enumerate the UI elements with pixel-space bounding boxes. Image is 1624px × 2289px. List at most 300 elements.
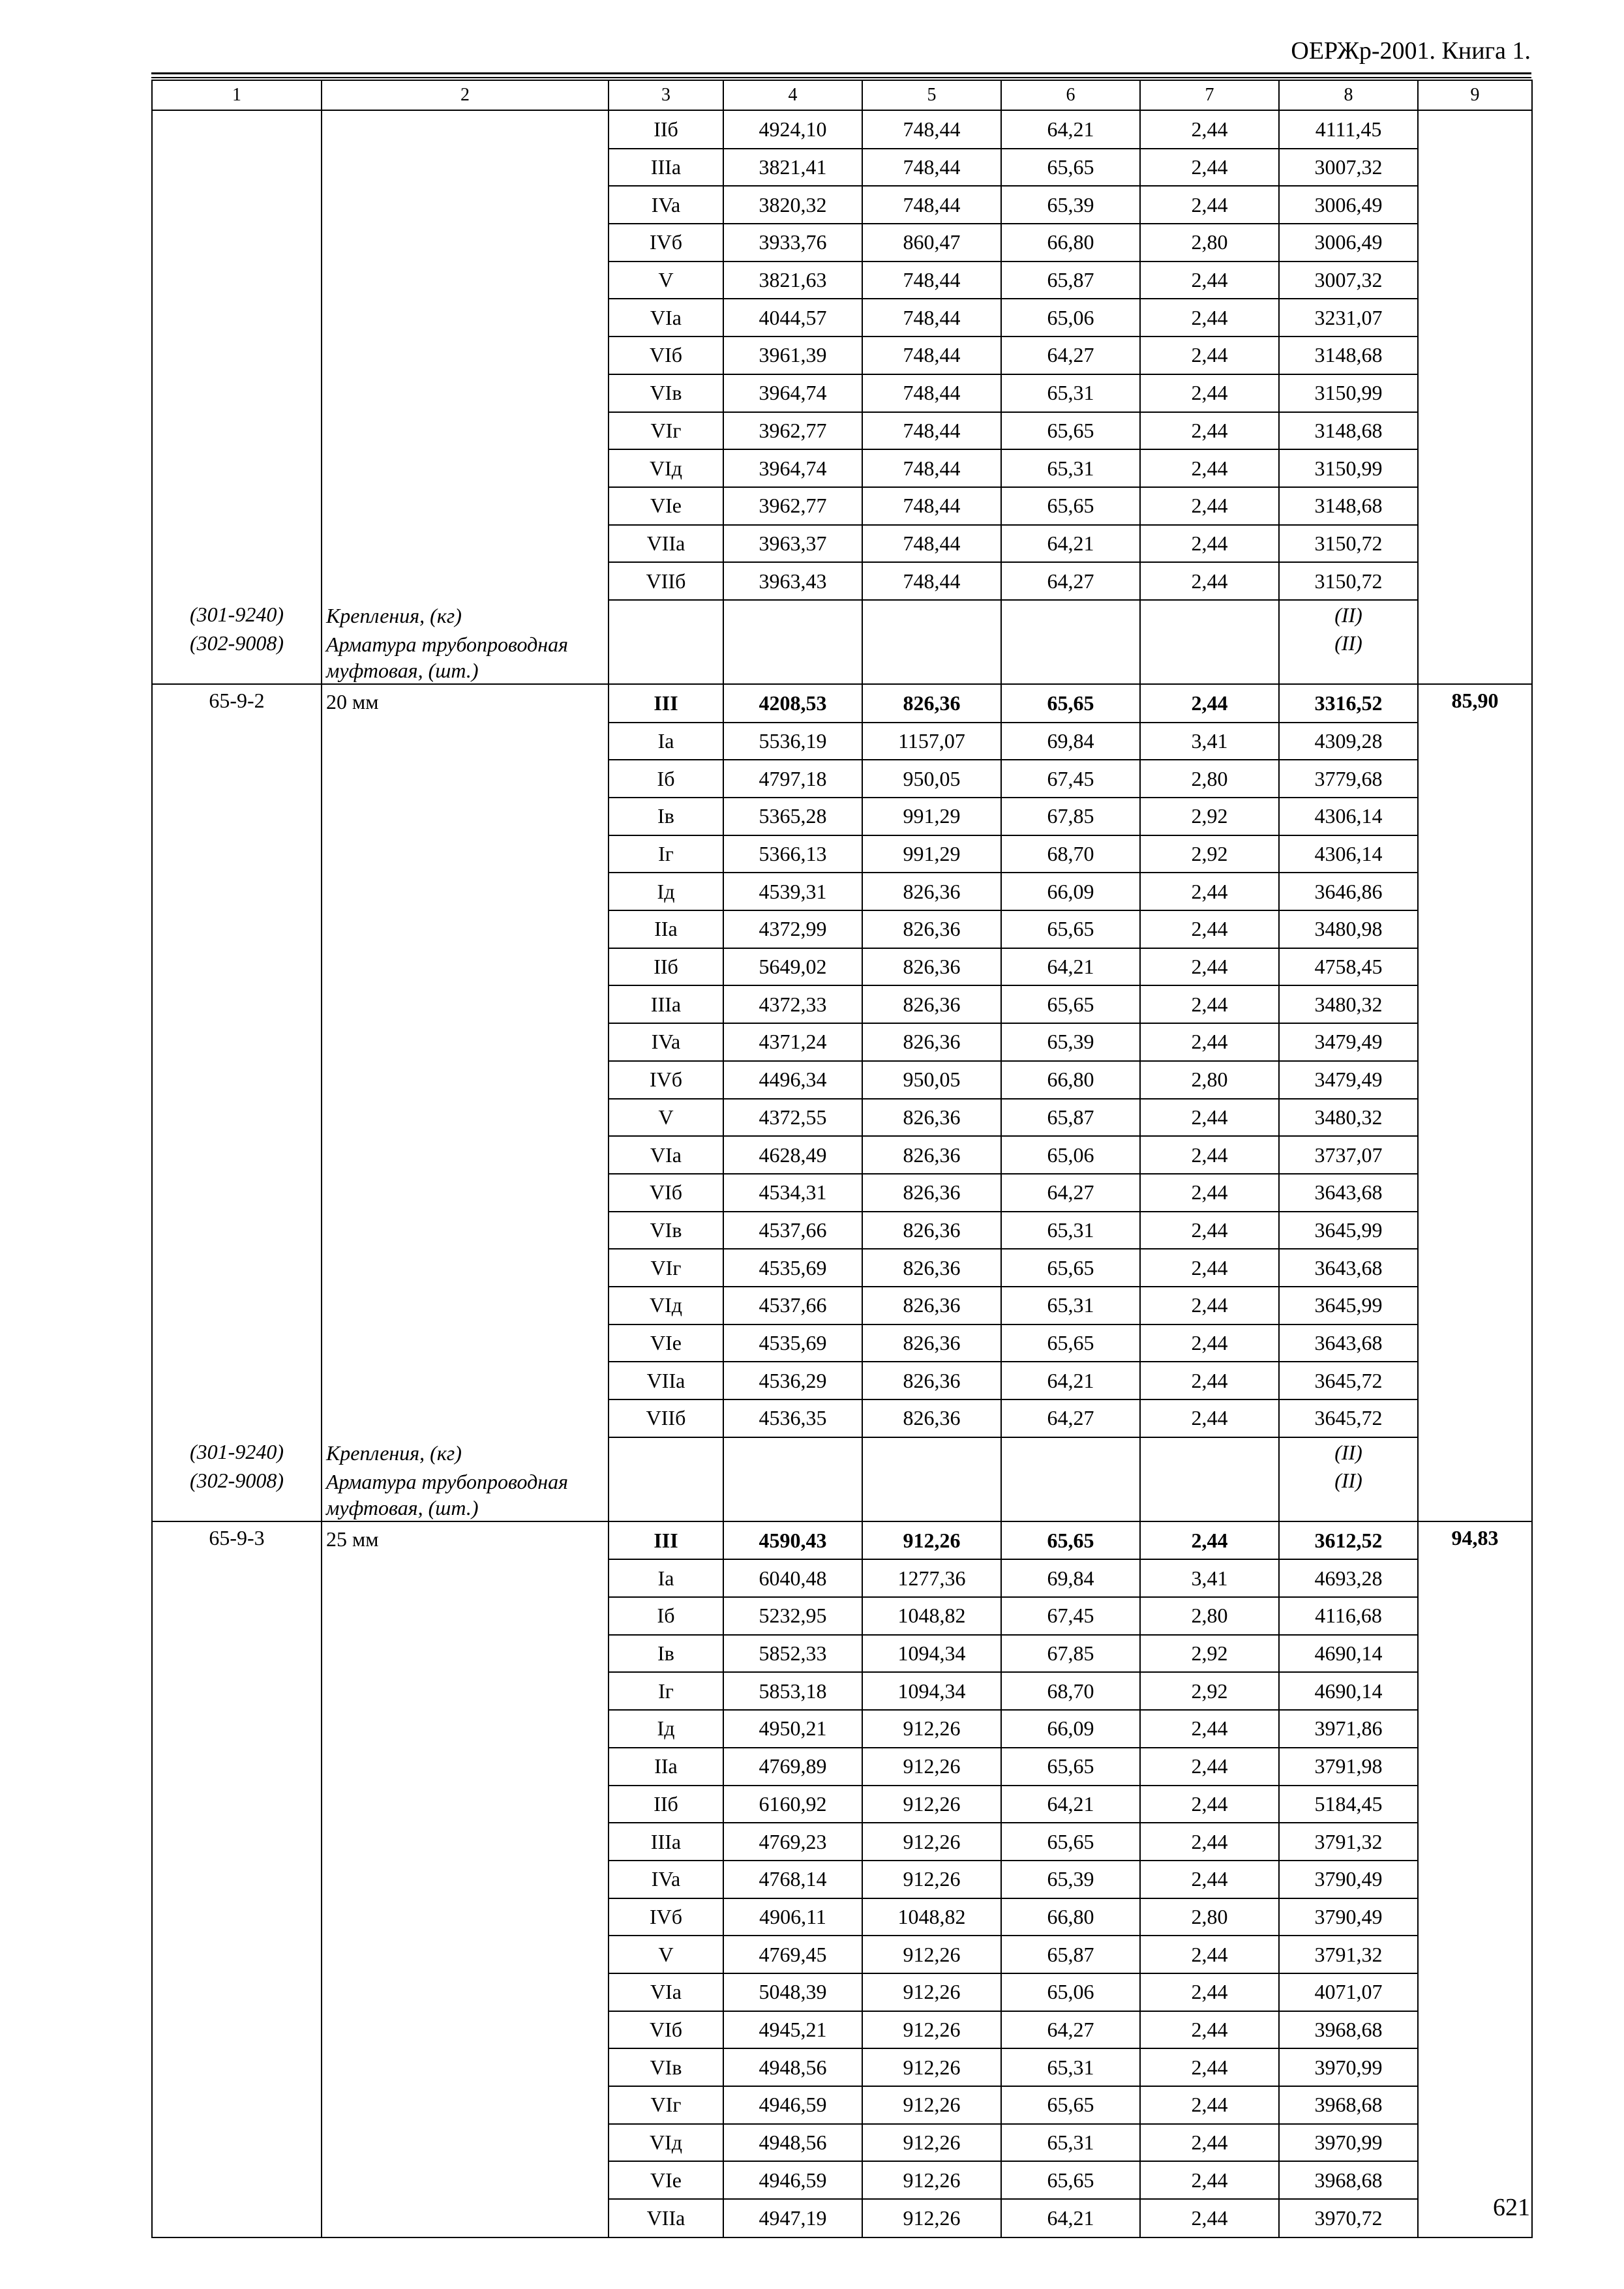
- empty-cell: [609, 1466, 723, 1521]
- value-cell: IIIa: [609, 149, 723, 187]
- value-cell: VIг: [609, 2086, 723, 2124]
- value-cell: 4537,66: [723, 1212, 862, 1249]
- name-cell: [322, 1973, 609, 2011]
- value-cell: 826,36: [862, 948, 1001, 986]
- value-cell: IIIa: [609, 1823, 723, 1861]
- resource-note-row: [152, 1437, 1532, 1466]
- value-cell: 67,45: [1001, 1597, 1140, 1635]
- value-cell: 748,44: [862, 449, 1001, 487]
- value-cell: III: [609, 684, 723, 723]
- empty-cell: [1418, 600, 1532, 629]
- rates-table: [151, 80, 1533, 2238]
- resource-mark: (II): [1279, 600, 1418, 629]
- value-cell: 2,44: [1140, 1861, 1279, 1898]
- name-cell: [322, 2086, 609, 2124]
- total-cell: [1418, 1861, 1532, 1898]
- total-cell: [1418, 1023, 1532, 1061]
- value-cell: 826,36: [862, 1212, 1001, 1249]
- empty-cell: [1001, 629, 1140, 684]
- name-cell: [322, 1710, 609, 1748]
- empty-cell: [862, 629, 1001, 684]
- table-row: [152, 1559, 1532, 1597]
- name-cell: [322, 525, 609, 563]
- total-cell: [1418, 760, 1532, 798]
- value-cell: 2,44: [1140, 1362, 1279, 1399]
- value-cell: 65,87: [1001, 1936, 1140, 1973]
- value-cell: 3150,99: [1279, 449, 1418, 487]
- table-row: [152, 1823, 1532, 1861]
- table-row: [152, 1672, 1532, 1710]
- value-cell: 1157,07: [862, 723, 1001, 760]
- value-cell: 3645,72: [1279, 1362, 1418, 1399]
- value-cell: 860,47: [862, 224, 1001, 262]
- value-cell: 826,36: [862, 684, 1001, 723]
- empty-cell: [609, 600, 723, 629]
- total-cell: [1418, 2124, 1532, 2162]
- name-cell: [322, 1324, 609, 1362]
- name-cell: [322, 2048, 609, 2086]
- value-cell: 4690,14: [1279, 1672, 1418, 1710]
- value-cell: 5365,28: [723, 798, 862, 835]
- empty-cell: [723, 600, 862, 629]
- name-cell: [322, 1786, 609, 1823]
- empty-cell: [723, 1466, 862, 1521]
- code-cell: [152, 985, 322, 1023]
- column-header: 9: [1418, 80, 1532, 110]
- value-cell: Iд: [609, 873, 723, 910]
- value-cell: 3479,49: [1279, 1061, 1418, 1099]
- value-cell: 69,84: [1001, 1559, 1140, 1597]
- value-cell: 4590,43: [723, 1521, 862, 1560]
- code-cell: [152, 449, 322, 487]
- value-cell: 2,92: [1140, 798, 1279, 835]
- value-cell: 64,27: [1001, 562, 1140, 600]
- resource-mark: (II): [1279, 1437, 1418, 1466]
- value-cell: 912,26: [862, 1710, 1001, 1748]
- table-row: [152, 985, 1532, 1023]
- value-cell: 3970,72: [1279, 2199, 1418, 2237]
- value-cell: 2,44: [1140, 1973, 1279, 2011]
- resource-note-row: [152, 629, 1532, 684]
- resource-mark: (II): [1279, 1466, 1418, 1521]
- empty-cell: [1001, 1437, 1140, 1466]
- value-cell: 65,65: [1001, 1521, 1140, 1560]
- table-row: [152, 562, 1532, 600]
- value-cell: 67,85: [1001, 1635, 1140, 1673]
- value-cell: 66,80: [1001, 1061, 1140, 1099]
- table-row: [152, 798, 1532, 835]
- empty-cell: [1140, 1466, 1279, 1521]
- table-row: [152, 873, 1532, 910]
- value-cell: 950,05: [862, 760, 1001, 798]
- value-cell: IIб: [609, 948, 723, 986]
- total-cell: [1418, 1212, 1532, 1249]
- value-cell: 65,65: [1001, 2086, 1140, 2124]
- code-cell: [152, 1823, 322, 1861]
- name-cell: 25 мм: [322, 1521, 609, 1560]
- value-cell: 912,26: [862, 2161, 1001, 2199]
- value-cell: 748,44: [862, 374, 1001, 412]
- value-cell: 69,84: [1001, 723, 1140, 760]
- code-cell: [152, 1786, 322, 1823]
- table-row: [152, 2161, 1532, 2199]
- table-row: [152, 1061, 1532, 1099]
- total-cell: [1418, 1099, 1532, 1137]
- value-cell: 1277,36: [862, 1559, 1001, 1597]
- value-cell: Iв: [609, 798, 723, 835]
- value-cell: 3007,32: [1279, 149, 1418, 187]
- value-cell: 5649,02: [723, 948, 862, 986]
- code-cell: [152, 2048, 322, 2086]
- empty-cell: [1418, 1437, 1532, 1466]
- value-cell: 5536,19: [723, 723, 862, 760]
- total-cell: [1418, 1287, 1532, 1324]
- value-cell: 2,44: [1140, 1823, 1279, 1861]
- value-cell: 5366,13: [723, 835, 862, 873]
- table-row: [152, 1287, 1532, 1324]
- total-cell: [1418, 2048, 1532, 2086]
- value-cell: 3964,74: [723, 449, 862, 487]
- table-row: [152, 1099, 1532, 1137]
- value-cell: VIIб: [609, 562, 723, 600]
- total-cell: [1418, 948, 1532, 986]
- value-cell: 2,44: [1140, 1174, 1279, 1212]
- total-cell: [1418, 525, 1532, 563]
- code-cell: [152, 1174, 322, 1212]
- value-cell: 65,39: [1001, 1861, 1140, 1898]
- value-cell: 2,44: [1140, 1136, 1279, 1174]
- value-cell: 4946,59: [723, 2086, 862, 2124]
- value-cell: 3970,99: [1279, 2124, 1418, 2162]
- value-cell: VIa: [609, 1973, 723, 2011]
- resource-name: Арматура трубопроводная муфтовая, (шт.): [322, 1466, 609, 1521]
- name-cell: [322, 798, 609, 835]
- value-cell: 5852,33: [723, 1635, 862, 1673]
- value-cell: 2,44: [1140, 562, 1279, 600]
- value-cell: VIIa: [609, 1362, 723, 1399]
- value-cell: 1094,34: [862, 1635, 1001, 1673]
- value-cell: IIa: [609, 1748, 723, 1786]
- value-cell: 5232,95: [723, 1597, 862, 1635]
- total-cell: [1418, 1559, 1532, 1597]
- table-row: [152, 948, 1532, 986]
- value-cell: 748,44: [862, 186, 1001, 224]
- value-cell: 3961,39: [723, 337, 862, 374]
- value-cell: 4769,23: [723, 1823, 862, 1861]
- code-cell: [152, 1672, 322, 1710]
- value-cell: 950,05: [862, 1061, 1001, 1099]
- value-cell: 2,44: [1140, 684, 1279, 723]
- resource-name: Крепления, (кг): [322, 600, 609, 629]
- value-cell: Iб: [609, 760, 723, 798]
- total-cell: 85,90: [1418, 684, 1532, 723]
- value-cell: 65,65: [1001, 2161, 1140, 2199]
- value-cell: 3962,77: [723, 412, 862, 450]
- value-cell: 66,09: [1001, 873, 1140, 910]
- total-cell: [1418, 1973, 1532, 2011]
- value-cell: 826,36: [862, 873, 1001, 910]
- value-cell: 65,39: [1001, 1023, 1140, 1061]
- table-row: [152, 1710, 1532, 1748]
- name-cell: [322, 1559, 609, 1597]
- value-cell: IVa: [609, 186, 723, 224]
- value-cell: 6040,48: [723, 1559, 862, 1597]
- value-cell: 2,80: [1140, 1061, 1279, 1099]
- value-cell: 65,65: [1001, 910, 1140, 948]
- value-cell: 4948,56: [723, 2124, 862, 2162]
- table-row: [152, 2011, 1532, 2049]
- value-cell: 4071,07: [1279, 1973, 1418, 2011]
- total-cell: [1418, 1249, 1532, 1287]
- name-cell: [322, 337, 609, 374]
- value-cell: Iг: [609, 1672, 723, 1710]
- code-cell: [152, 1099, 322, 1137]
- value-cell: VIв: [609, 2048, 723, 2086]
- value-cell: 826,36: [862, 1023, 1001, 1061]
- value-cell: 912,26: [862, 2086, 1001, 2124]
- value-cell: 3007,32: [1279, 262, 1418, 299]
- name-cell: [322, 299, 609, 337]
- name-cell: [322, 1023, 609, 1061]
- value-cell: 2,44: [1140, 1099, 1279, 1137]
- value-cell: 2,44: [1140, 1249, 1279, 1287]
- value-cell: 4306,14: [1279, 835, 1418, 873]
- table-row: [152, 525, 1532, 563]
- empty-cell: [1140, 629, 1279, 684]
- value-cell: 826,36: [862, 1249, 1001, 1287]
- value-cell: 65,65: [1001, 1249, 1140, 1287]
- table-row: [152, 1249, 1532, 1287]
- value-cell: 3150,72: [1279, 525, 1418, 563]
- value-cell: VIIб: [609, 1399, 723, 1437]
- resource-note-row: [152, 600, 1532, 629]
- value-cell: 748,44: [862, 337, 1001, 374]
- value-cell: 4945,21: [723, 2011, 862, 2049]
- code-cell: [152, 1249, 322, 1287]
- value-cell: 3964,74: [723, 374, 862, 412]
- value-cell: 65,06: [1001, 1136, 1140, 1174]
- empty-cell: [609, 1437, 723, 1466]
- value-cell: V: [609, 262, 723, 299]
- value-cell: 2,44: [1140, 149, 1279, 187]
- value-cell: 3148,68: [1279, 487, 1418, 525]
- code-cell: [152, 1936, 322, 1973]
- value-cell: 3970,99: [1279, 2048, 1418, 2086]
- value-cell: VIe: [609, 487, 723, 525]
- value-cell: 65,31: [1001, 1212, 1140, 1249]
- value-cell: 3737,07: [1279, 1136, 1418, 1174]
- value-cell: 64,21: [1001, 2199, 1140, 2237]
- value-cell: 66,80: [1001, 224, 1140, 262]
- table-row: [152, 186, 1532, 224]
- value-cell: IIб: [609, 110, 723, 149]
- table-row: [152, 1861, 1532, 1898]
- total-cell: [1418, 2086, 1532, 2124]
- value-cell: 2,44: [1140, 2048, 1279, 2086]
- value-cell: 4309,28: [1279, 723, 1418, 760]
- code-cell: [152, 1399, 322, 1437]
- value-cell: 4906,11: [723, 1898, 862, 1936]
- column-header: 7: [1140, 80, 1279, 110]
- value-cell: 67,85: [1001, 798, 1140, 835]
- value-cell: 912,26: [862, 1748, 1001, 1786]
- empty-cell: [862, 1437, 1001, 1466]
- value-cell: 3645,99: [1279, 1287, 1418, 1324]
- name-cell: [322, 760, 609, 798]
- value-cell: 826,36: [862, 985, 1001, 1023]
- resource-name: Крепления, (кг): [322, 1437, 609, 1466]
- value-cell: 65,31: [1001, 2048, 1140, 2086]
- value-cell: IIa: [609, 910, 723, 948]
- table-row: [152, 1399, 1532, 1437]
- column-header: 2: [322, 80, 609, 110]
- name-cell: [322, 835, 609, 873]
- value-cell: 748,44: [862, 262, 1001, 299]
- total-cell: [1418, 1174, 1532, 1212]
- value-cell: 3643,68: [1279, 1174, 1418, 1212]
- value-cell: 3006,49: [1279, 186, 1418, 224]
- total-cell: [1418, 1399, 1532, 1437]
- value-cell: V: [609, 1099, 723, 1137]
- value-cell: 65,65: [1001, 684, 1140, 723]
- value-cell: 64,27: [1001, 1399, 1140, 1437]
- value-cell: 2,44: [1140, 186, 1279, 224]
- table-row: [152, 835, 1532, 873]
- name-cell: [322, 1061, 609, 1099]
- column-header: 4: [723, 80, 862, 110]
- value-cell: 2,44: [1140, 262, 1279, 299]
- value-cell: 2,44: [1140, 2199, 1279, 2237]
- value-cell: 826,36: [862, 1136, 1001, 1174]
- value-cell: 3148,68: [1279, 337, 1418, 374]
- value-cell: III: [609, 1521, 723, 1560]
- table-row: [152, 1973, 1532, 2011]
- value-cell: 65,31: [1001, 449, 1140, 487]
- table-row: [152, 1521, 1532, 1560]
- name-cell: [322, 412, 609, 450]
- value-cell: 64,27: [1001, 1174, 1140, 1212]
- empty-cell: [1001, 600, 1140, 629]
- code-cell: [152, 1635, 322, 1673]
- value-cell: 6160,92: [723, 1786, 862, 1823]
- name-cell: [322, 1861, 609, 1898]
- value-cell: VIIa: [609, 2199, 723, 2237]
- name-cell: [322, 1287, 609, 1324]
- name-cell: [322, 2161, 609, 2199]
- resource-code: (302-9008): [152, 1466, 322, 1521]
- value-cell: 991,29: [862, 798, 1001, 835]
- name-cell: [322, 1174, 609, 1212]
- code-cell: [152, 835, 322, 873]
- value-cell: 748,44: [862, 110, 1001, 149]
- value-cell: 65,65: [1001, 149, 1140, 187]
- value-cell: 912,26: [862, 2048, 1001, 2086]
- value-cell: 2,44: [1140, 412, 1279, 450]
- code-cell: [152, 2161, 322, 2199]
- code-cell: [152, 525, 322, 563]
- value-cell: 912,26: [862, 1823, 1001, 1861]
- total-cell: [1418, 262, 1532, 299]
- value-cell: 826,36: [862, 1174, 1001, 1212]
- value-cell: 2,44: [1140, 337, 1279, 374]
- value-cell: 2,44: [1140, 1786, 1279, 1823]
- value-cell: 3790,49: [1279, 1861, 1418, 1898]
- table-row: [152, 1362, 1532, 1399]
- name-cell: [322, 1597, 609, 1635]
- value-cell: 64,21: [1001, 110, 1140, 149]
- table-row: [152, 262, 1532, 299]
- total-cell: [1418, 835, 1532, 873]
- value-cell: VIa: [609, 1136, 723, 1174]
- value-cell: VIг: [609, 412, 723, 450]
- value-cell: 2,92: [1140, 835, 1279, 873]
- table-row: [152, 2086, 1532, 2124]
- code-cell: [152, 1597, 322, 1635]
- code-cell: [152, 723, 322, 760]
- value-cell: VIб: [609, 2011, 723, 2049]
- name-cell: [322, 2199, 609, 2237]
- name-cell: [322, 873, 609, 910]
- total-cell: [1418, 449, 1532, 487]
- value-cell: 2,80: [1140, 1597, 1279, 1635]
- name-cell: [322, 224, 609, 262]
- name-cell: [322, 985, 609, 1023]
- name-cell: [322, 1362, 609, 1399]
- value-cell: 912,26: [862, 2124, 1001, 2162]
- value-cell: 2,44: [1140, 1324, 1279, 1362]
- value-cell: 64,27: [1001, 2011, 1140, 2049]
- value-cell: 2,92: [1140, 1672, 1279, 1710]
- value-cell: 65,65: [1001, 412, 1140, 450]
- total-cell: [1418, 487, 1532, 525]
- name-cell: [322, 449, 609, 487]
- total-cell: [1418, 985, 1532, 1023]
- value-cell: VIб: [609, 1174, 723, 1212]
- code-cell: [152, 760, 322, 798]
- value-cell: 5184,45: [1279, 1786, 1418, 1823]
- code-cell: [152, 798, 322, 835]
- total-cell: [1418, 1748, 1532, 1786]
- value-cell: 4797,18: [723, 760, 862, 798]
- code-cell: [152, 1212, 322, 1249]
- value-cell: 65,65: [1001, 1324, 1140, 1362]
- value-cell: 2,44: [1140, 910, 1279, 948]
- total-cell: [1418, 186, 1532, 224]
- name-cell: 20 мм: [322, 684, 609, 723]
- value-cell: 64,21: [1001, 1362, 1140, 1399]
- value-cell: 2,44: [1140, 2161, 1279, 2199]
- value-cell: Ia: [609, 723, 723, 760]
- table-row: [152, 1898, 1532, 1936]
- total-cell: [1418, 299, 1532, 337]
- code-cell: [152, 487, 322, 525]
- code-cell: [152, 2124, 322, 2162]
- code-cell: [152, 2199, 322, 2237]
- code-cell: [152, 1973, 322, 2011]
- table-row: [152, 374, 1532, 412]
- table-row: [152, 1786, 1532, 1823]
- name-cell: [322, 186, 609, 224]
- name-cell: [322, 723, 609, 760]
- resource-code: (301-9240): [152, 600, 322, 629]
- value-cell: 2,44: [1140, 1287, 1279, 1324]
- value-cell: 4950,21: [723, 1710, 862, 1748]
- name-cell: [322, 1823, 609, 1861]
- total-cell: [1418, 798, 1532, 835]
- total-cell: [1418, 1786, 1532, 1823]
- value-cell: 3791,32: [1279, 1936, 1418, 1973]
- code-cell: [152, 374, 322, 412]
